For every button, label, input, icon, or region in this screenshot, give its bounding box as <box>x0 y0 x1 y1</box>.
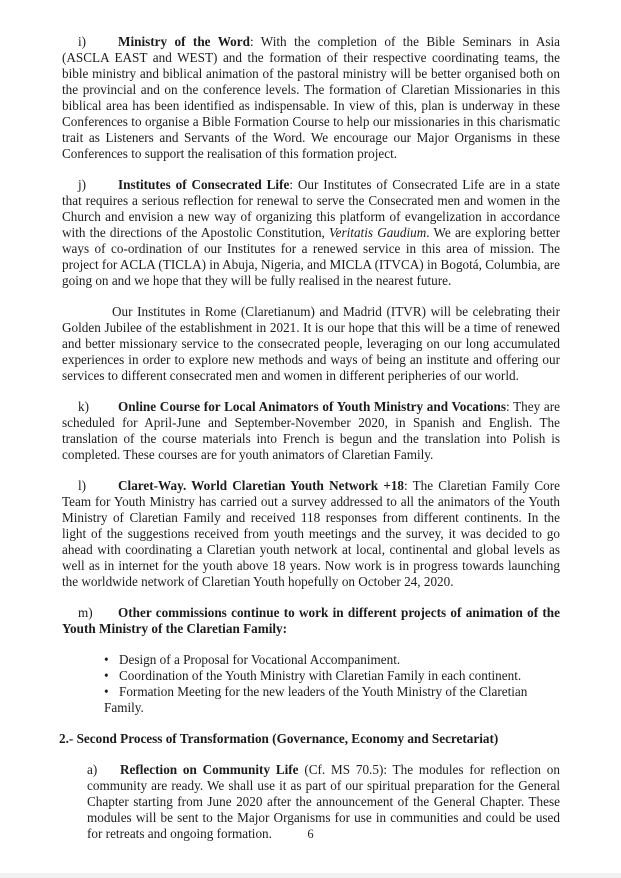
list-marker-l: l) <box>78 478 87 493</box>
paragraph-k-heading: Online Course for Local Animators of Youth Ministry and Vocations <box>118 399 506 414</box>
paragraph-l-body: : The Claretian Family Core Team for Youth Ministry has carried out a survey addressed to all the animators of the Youth Ministry of Claretian Family and received 118 responses from different continents. In the light of the suggestions received from youth meetings and the survey, it was decided to go ahead with coordinating a Claretian youth network at local, continental and global levels as well as in internet for the youth above 18 years. Now work is in progress towards launching the worldwide network of Claretian Youth hopefully on October 24, 2020. <box>62 478 560 589</box>
paragraph-j <box>62 177 560 289</box>
list-item <box>104 652 560 668</box>
bullet-icon: • <box>104 684 109 699</box>
bullet-text-3: Formation Meeting for the new leaders of the Youth Ministry of the Claretian Family. <box>104 684 528 715</box>
paragraph-j-italic-title: Veritatis Gaudium <box>329 225 427 240</box>
paragraph-k-body: : They are scheduled for April-June and September-November 2020, in Spanish and English. The translation of the course materials into French is begun and the translation into Polish is completed. These courses are for youth animators of Claretian Family. <box>62 399 560 462</box>
paragraph-a-heading: Reflection on Community Life <box>120 762 299 777</box>
paragraph-l-heading: Claret-Way. World Claretian Youth Network +18 <box>118 478 405 493</box>
list-marker-a: a) <box>87 762 98 777</box>
paragraph-a-body: (Cf. MS 70.5): The modules for reflection on community are ready. We shall use it as part of our spiritual preparation for the General Chapter starting from June 2020 after the announcement of the General Chapter. These modules will be sent to the Major Organisms for use in communities and could be used for retreats and ongoing formation. <box>87 762 560 841</box>
paragraph-m-heading: Other commissions continue to work in different projects of animation of the Youth Ministry of the Claretian Family <box>62 605 560 636</box>
bullet-icon: • <box>104 652 109 667</box>
list-marker-m: m) <box>78 605 93 620</box>
bullet-icon: • <box>104 668 109 683</box>
page-bottom-edge <box>0 873 621 878</box>
paragraph-j2-text: Our Institutes in Rome (Claretianum) and Madrid (ITVR) will be celebrating their Golden Jubilee of the establishment in 2021. It is our hope that this will be a time of renewed and better missionary service to the consecrated people, leveraging on our long accumulated experiences in order to explore new methods and ways of being an institute and offering our services to different consecrated men and women in different peripheries of our world. <box>62 304 560 383</box>
paragraph-l <box>62 478 560 590</box>
list-marker-k: k) <box>78 399 89 414</box>
page-number: 6 <box>307 827 314 841</box>
paragraph-i <box>62 34 560 162</box>
bullet-text-2: Coordination of the Youth Ministry with Claretian Family in each continent. <box>119 668 522 683</box>
paragraph-j-heading: Institutes of Consecrated Life <box>118 177 290 192</box>
section-2-heading: 2.- Second Process of Transformation (Governance, Economy and Secretariat) <box>59 731 499 746</box>
list-marker-i: i) <box>78 34 87 49</box>
bullet-text-1: Design of a Proposal for Vocational Accompaniment. <box>119 652 401 667</box>
paragraph-k <box>62 399 560 463</box>
paragraph-i-body: : With the completion of the Bible Seminars in Asia (ASCLA EAST and WEST) and the formation of their respective coordinating teams, the bible ministry and biblical animation of the pastoral ministry will be better organised both on the provincial and on the conference levels. The formation of Claretian Missionaries in this biblical area has been identified as indispensable. In view of this, plan is underway in these Conferences to organise a Bible Formation Course to help our missionaries in this charismatic trait as Listeners and Servants of the Word. We encourage our Major Organisms in these Conferences to support the realisation of this formation project. <box>62 34 560 161</box>
paragraph-i-heading: Ministry of the Word <box>118 34 250 49</box>
paragraph-m <box>62 605 560 637</box>
list-item <box>104 668 560 684</box>
paragraph-j-body-2: . We are exploring better ways of co-ordination of our Institutes for a renewed service in this area of mission. The project for ACLA (TICLA) in Abuja, Nigeria, and MICLA (ITVCA) in Bogotá, Columbia, are going on and we hope that they will be fully realised in the nearest future. <box>62 225 560 288</box>
list-marker-j: j) <box>78 177 87 192</box>
bullet-list <box>62 652 560 716</box>
paragraph-j-body-1: : Our Institutes of Consecrated Life are in a state that requires a serious reflection for renewal to serve the Consecrated men and women in the Church and envision a new way of organizing this platform of evangelization in accordance with the directions of the Apostolic Constitution, <box>62 177 561 240</box>
list-item <box>104 684 560 716</box>
paragraph-m-colon: : <box>282 621 288 636</box>
paragraph-j-continuation <box>62 304 560 384</box>
